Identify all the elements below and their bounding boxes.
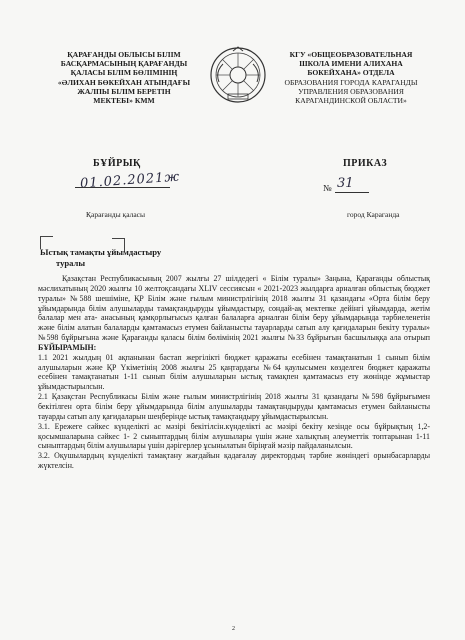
body-paragraph: 1.1 2021 жылдың 01 ақпанынан бастап жергілікті бюджет қаражаты есебінен тамақтанатын 1 сынып білім алушыларын және ҚР Үкіметінің 2008 жылғы 25 қаңтардағы №64 қаулысымен көзделген бюджет қаражаты есебінен тамақтанатын 1-11 сынып білім алушыларын ыстық тамақпен қамтамасыз ету жөнінде жұмыстар ұйымдастырылсын. — [38, 352, 430, 392]
doc-type-russian: ПРИКАЗ — [343, 158, 388, 169]
page-mark: 2 — [232, 626, 235, 632]
handwritten-date: 01.02.2021ж — [79, 169, 181, 192]
city-russian: город Караганда — [347, 210, 400, 219]
date-underline — [75, 187, 170, 188]
header-kz-line: МЕКТЕБІ» КММ — [93, 96, 155, 106]
body-paragraph: 3.2. Оқушылардың күнделікті тамақтану жағдайын қадағалау директордың тәрбие жөніндегі орынбасарларды жүктелсін. — [38, 451, 430, 471]
body-paragraph — [38, 274, 430, 353]
order-word: БҰЙЫРАМЫН: — [38, 342, 97, 352]
header-ru-line: БОКЕЙХАНА» ОТДЕЛА — [307, 68, 395, 78]
header-kazakh — [50, 50, 198, 105]
header-kz-line: ҚАЛАСЫ БІЛІМ БӨЛІМІНІҢ — [70, 68, 178, 78]
subject-line: туралы — [56, 258, 86, 268]
header-ru-line: КГУ «ОБЩЕОБРАЗОВАТЕЛЬНАЯ — [289, 50, 413, 59]
subject-line: Ыстық тамақты ұйымдастыру — [40, 247, 162, 257]
header-kz-line: ҚАРАҒАНДЫ ОБЛЫСЫ БІЛІМ — [67, 50, 181, 59]
header-ru-line: КАРАГАНДИНСКОЙ ОБЛАСТИ» — [295, 96, 407, 106]
preamble-text: Қазақстан Республикасының 2007 жылғы 27 шілдедегі « Білім туралы» Заңына, Қарағанды облыстық мәслихатының 2020 жылғы 10 желтоқсандағы XLIV сессиясын « 2021-2023 жылдарға арналған облыстық бюджет туралы» №588 шешіміне, ҚР Білім және ғылым министрлігінің 2018 жылғы 31 қазандағы «Орта білім беру ұйымдарында білім алушыларды тамақтандыруды ұйымдастыру, сондай-ақ мектепке дейінгі ұйымдарда, жетім балалар мен ата- анасының қамқорлығысыз қалған балаларға арналған білім беру ұйымдарында тәрбиеленетін және білім алатын балаларды қамтамасыз етумен байланысты тауарларды сатып алу қағидаларын бекіту туралы» №598 бұйрығына және Қарағанды қаласы білім бөлімінің 2021 жылғы №33 бұйрығын басшылыққа ала отырып — [38, 274, 430, 343]
header-ru-line: УПРАВЛЕНИЯ ОБРАЗОВАНИЯ — [298, 86, 404, 96]
state-emblem-icon — [209, 46, 267, 104]
header-russian — [276, 50, 426, 105]
handwritten-number: 31 — [337, 176, 354, 191]
doc-type-kazakh: БҰЙРЫҚ — [93, 158, 141, 169]
document-subject — [40, 247, 200, 269]
header-kz-line: ЖАЛПЫ БІЛІМ БЕРЕТІН — [77, 86, 171, 96]
body-paragraph: 2.1 Қазақстан Республикасы Білім және ғылым министрлігінің 2018 жылғы 31 қазандағы №598 бұйрығымен бекітілген орта білім беру ұйымдарында білім алушыларды тамақтандыруды қамтамасыз етумен байланысты тауарды сатып алу қағидаларын шеңберінде ыстық тамақтандыру ұйымдастырылсын. — [38, 392, 430, 421]
header-ru-line: ШКОЛА ИМЕНИ АЛИХАНА — [299, 59, 403, 69]
header-kz-line: «ӘЛИХАН БӨКЕЙХАН АТЫНДАҒЫ — [57, 77, 191, 87]
number-label: № — [323, 183, 332, 193]
header-kz-line: БАСҚАРМАСЫНЫҢ ҚАРАҒАНДЫ — [60, 59, 188, 69]
header-ru-line: ОБРАЗОВАНИЯ ГОРОДА КАРАГАНДЫ — [284, 77, 418, 87]
city-kazakh: Қарағанды қаласы — [86, 210, 146, 219]
number-underline — [335, 192, 369, 193]
body-paragraph: 3.1. Ережеге сәйкес күнделікті ас мәзірі бекітілсін.күнделікті ас мәзірі бекіту кезінде осы бұйрықтың 1,2- қосымшаларына сәйкес 1- 2 сыныптардың білім алушылары үшін және халықтың әлеуметтік топтарынан 1-11 сыныптардың білім алушылары үшін дәрігерлер ұсынылатын біріңғай мәзір пайдаланылсын. — [38, 421, 430, 451]
document-body — [38, 274, 430, 471]
